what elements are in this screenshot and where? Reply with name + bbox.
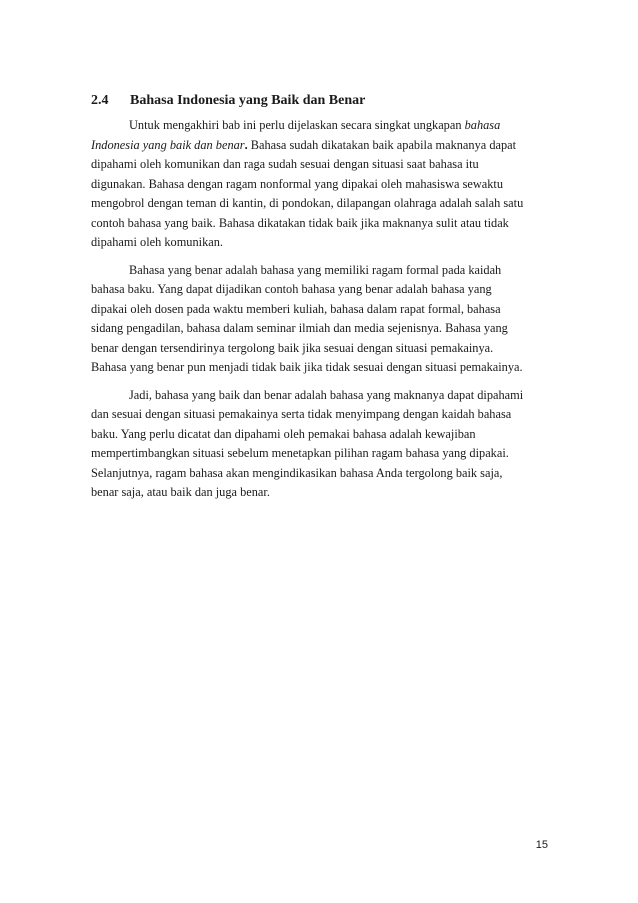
paragraph-line: dipakai oleh dosen pada waktu memberi kuliah, bahasa dalam rapat formal, bahasa	[91, 301, 501, 316]
italic-term: bahasa	[464, 118, 501, 132]
paragraph-line: Untuk mengakhiri bab ini perlu dijelaskan secara singkat ungkapan bahasa	[129, 118, 501, 132]
paragraph-line: dan sesuai dengan situasi pemakainya serta tidak menyimpang dengan kaidah bahasa	[91, 407, 512, 421]
paragraph-line: mempertimbangkan situasi sebelum menetapkan pilihan ragam bahasa yang dipakai.	[91, 446, 509, 460]
page-number: 15	[535, 839, 548, 851]
paragraph-3	[91, 386, 547, 503]
paragraph-line: Jadi, bahasa yang baik dan benar adalah bahasa yang maknanya dapat dipahami	[129, 387, 524, 402]
section-title: Bahasa Indonesia yang Baik dan Benar	[130, 93, 366, 108]
paragraph-line: benar saja, atau baik dan juga benar.	[91, 485, 270, 499]
paragraph-line: baku. Yang perlu dicatat dan dipahami oleh pemakai bahasa adalah kewajiban	[91, 426, 476, 441]
paragraph-line: contoh bahasa yang baik. Bahasa dikatakan tidak baik jika maknanya sulit atau tidak	[91, 215, 509, 230]
paragraph-line: Indonesia yang baik dan benar. Bahasa sudah dikatakan baik apabila maknanya dapat	[91, 137, 517, 152]
page-content	[91, 92, 547, 511]
paragraph-line: mengobrol dengan teman di kantin, di pondokan, dilapangan olahraga adalah salah satu	[91, 196, 524, 210]
paragraph-line: Bahasa yang benar pun menjadi tidak baik jika tidak sesuai dengan situasi pemakainya.	[91, 360, 523, 374]
section-number: 2.4	[91, 93, 109, 108]
paragraph-2	[91, 261, 547, 378]
paragraph-line: digunakan. Bahasa dengan ragam nonformal yang dipakai oleh mahasiswa sewaktu	[91, 176, 504, 191]
paragraph-line: Selanjutnya, ragam bahasa akan mengindikasikan bahasa Anda tergolong baik saja,	[91, 465, 503, 480]
section-heading	[91, 92, 547, 110]
paragraph-line: dipahami oleh komunikan dan raga sudah sesuai dengan situasi saat bahasa itu	[91, 157, 479, 171]
paragraph-line: Bahasa yang benar adalah bahasa yang memiliki ragam formal pada kaidah	[129, 262, 502, 277]
paragraph-line: sidang pengadilan, bahasa dalam seminar ilmiah dan media sejenisnya. Bahasa yang	[91, 321, 508, 335]
paragraph-line: dipahami oleh komunikan.	[91, 235, 223, 249]
paragraph-line: benar dengan tersendirinya tergolong baik jika sesuai dengan situasi pemakainya.	[91, 340, 494, 355]
paragraph-line: bahasa baku. Yang dapat dijadikan contoh bahasa yang benar adalah bahasa yang	[91, 282, 492, 296]
paragraph-1	[91, 116, 547, 253]
italic-term: Indonesia yang baik dan benar	[91, 137, 245, 152]
